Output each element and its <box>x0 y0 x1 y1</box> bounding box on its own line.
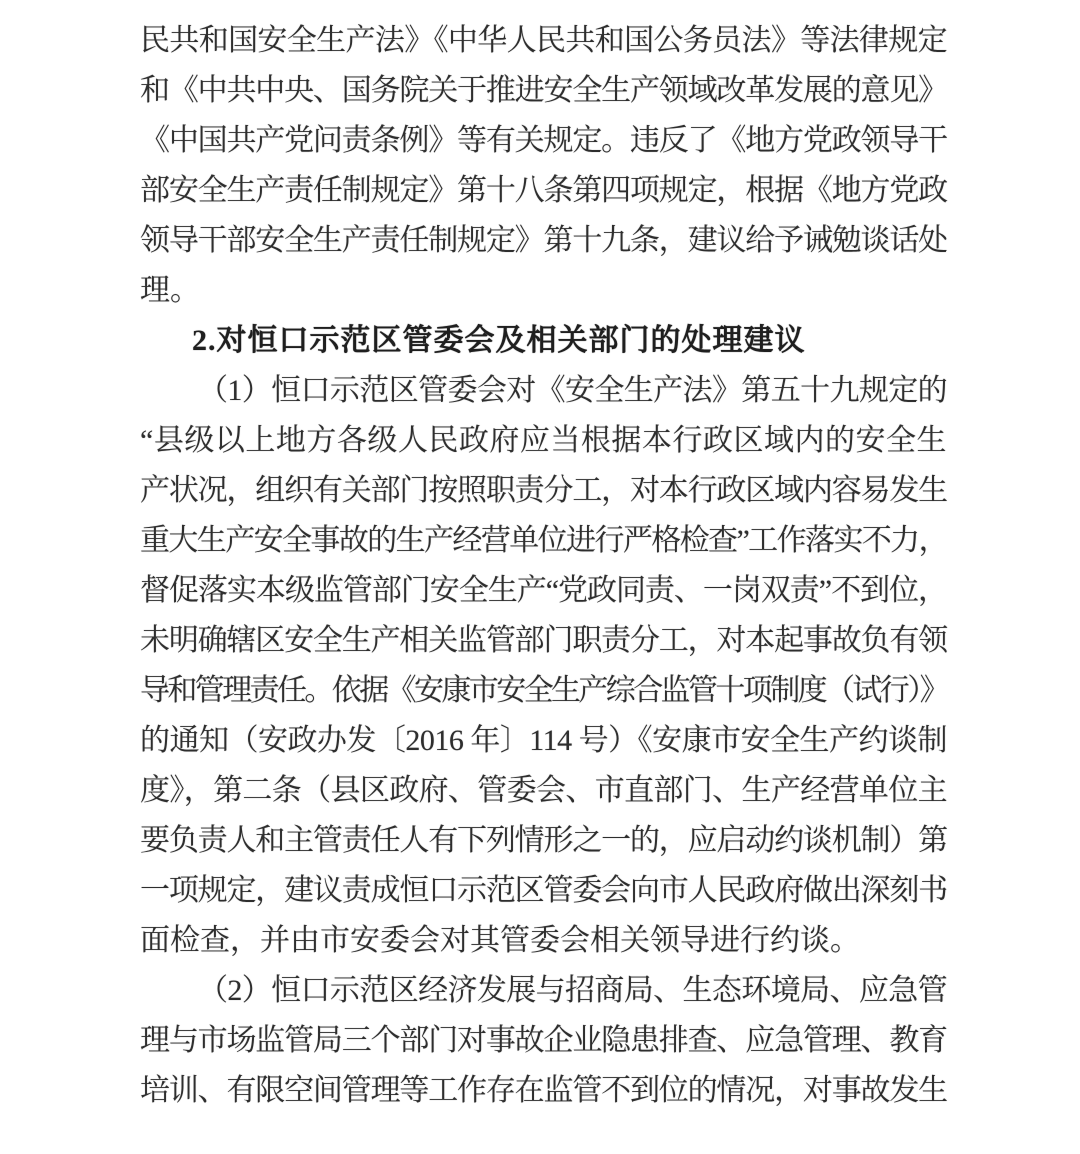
document-line: 领导干部安全生产责任制规定》第十九条，建议给予诫勉谈话处 <box>140 224 947 257</box>
document-line: 督促落实本级监管部门安全生产“党政同责、一岗双责”不到位， <box>140 574 947 607</box>
document-line: “县级以上地方各级人民政府应当根据本行政区域内的安全生 <box>140 424 947 457</box>
document-line-paragraph-start: （1）恒口示范区管委会对《安全生产法》第五十九规定的 <box>198 374 947 407</box>
document-line-paragraph-end: 面检查，并由市安委会对其管委会相关领导进行约谈。 <box>140 924 860 957</box>
document-line: 民共和国安全生产法》《中华人民共和国公务员法》等法律规定 <box>140 24 947 57</box>
document-line: 产状况，组织有关部门按照职责分工，对本行政区域内容易发生 <box>140 474 947 507</box>
document-line-paragraph-end: 理。 <box>140 274 200 307</box>
document-line: 培训、有限空间管理等工作存在监管不到位的情况，对事故发生 <box>140 1074 947 1107</box>
document-line: 度》，第二条（县区政府、管委会、市直部门、生产经营单位主 <box>140 774 947 807</box>
document-line: 未明确辖区安全生产相关监管部门职责分工，对本起事故负有领 <box>140 624 947 657</box>
document-line: 和《中共中央、国务院关于推进安全生产领域改革发展的意见》 <box>140 74 947 107</box>
document-line-paragraph-start: （2）恒口示范区经济发展与招商局、生态环境局、应急管 <box>198 974 947 1007</box>
document-line: 要负责人和主管责任人有下列情形之一的，应启动约谈机制）第 <box>140 824 947 857</box>
document-line: 的通知（安政办发〔2016 年〕114 号）《安康市安全生产约谈制 <box>140 724 947 757</box>
document-line: 一项规定，建议责成恒口示范区管委会向市人民政府做出深刻书 <box>140 874 947 907</box>
document-line: 重大生产安全事故的生产经营单位进行严格检查”工作落实不力， <box>140 524 947 557</box>
document-line: 部安全生产责任制规定》第十八条第四项规定，根据《地方党政 <box>140 174 947 207</box>
section-heading: 2.对恒口示范区管委会及相关部门的处理建议 <box>192 324 806 357</box>
document-line: 《中国共产党问责条例》等有关规定。违反了《地方党政领导干 <box>140 124 947 157</box>
document-line: 理与市场监管局三个部门对事故企业隐患排查、应急管理、教育 <box>140 1024 947 1057</box>
document-line: 导和管理责任。依据《安康市安全生产综合监管十项制度（试行）》 <box>140 674 947 707</box>
